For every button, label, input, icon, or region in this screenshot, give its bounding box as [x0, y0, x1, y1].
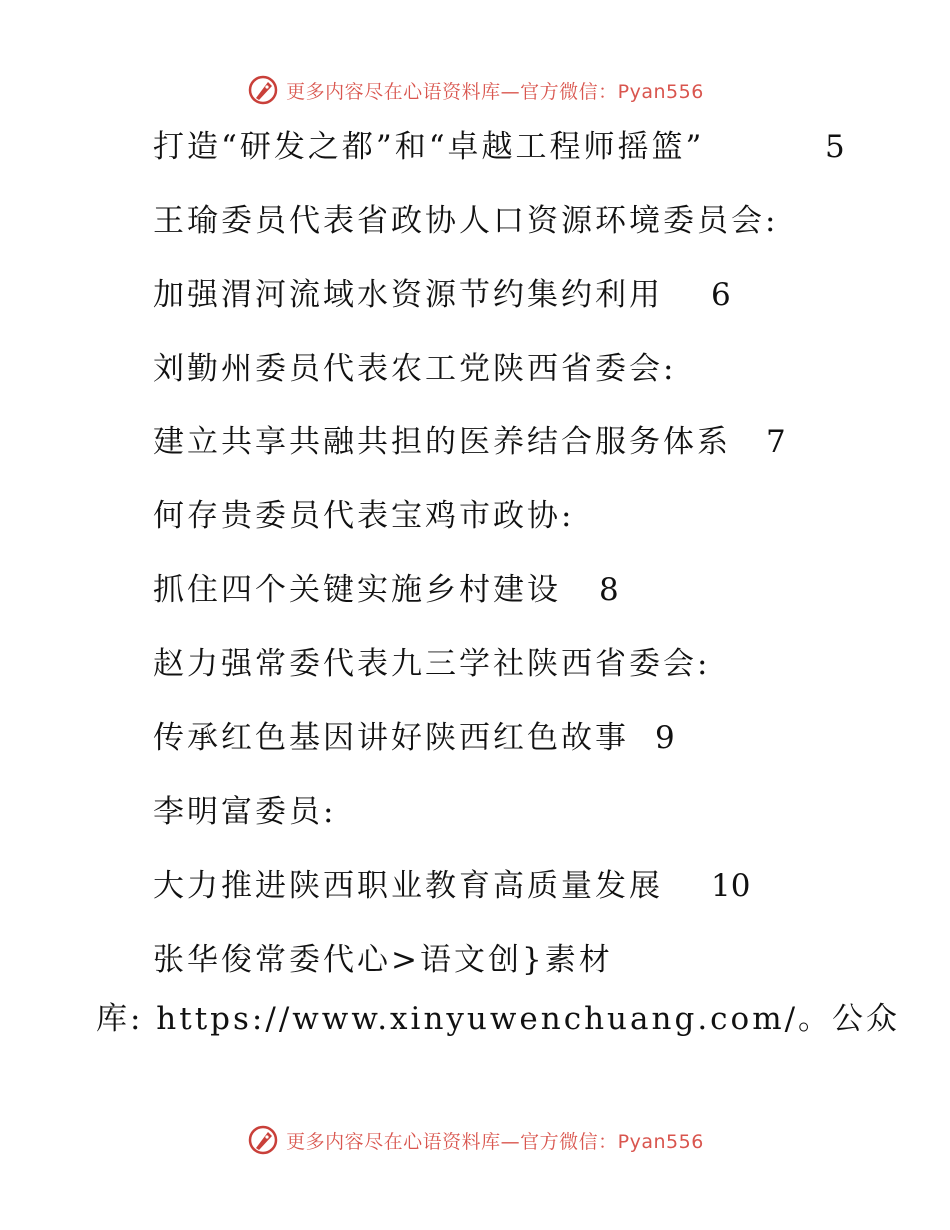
toc-entry-speaker	[153, 496, 574, 536]
toc-entry-link	[96, 999, 900, 1039]
toc-entry-title: 赵力强常委代表九三学社陕西省委会:	[153, 646, 711, 682]
toc-entry-speaker	[153, 792, 336, 832]
toc-entry	[153, 275, 731, 315]
watermark-text: 更多内容尽在心语资料库—官方微信：Pyan556	[286, 80, 704, 103]
toc-entry-title: 李明富委员:	[153, 794, 337, 830]
toc-entry-title: 抓住四个关键实施乡村建设	[153, 572, 561, 608]
watermark-header	[0, 72, 950, 108]
toc-entry	[153, 866, 751, 906]
toc-entry-title: 加强渭河流域水资源节约集约利用	[153, 277, 663, 313]
toc-entry-title: 何存贵委员代表宝鸡市政协:	[153, 498, 575, 534]
watermark-text: 更多内容尽在心语资料库—官方微信：Pyan556	[286, 1130, 704, 1153]
toc-entry-page: 9	[655, 720, 675, 756]
toc-entry-title: 建立共享共融共担的医养结合服务体系	[153, 424, 731, 460]
toc-entry-page: 5	[825, 129, 845, 165]
toc-entry-speaker	[153, 940, 613, 980]
pen-nib-icon	[246, 1123, 280, 1157]
toc-entry-page: 10	[711, 868, 751, 904]
toc-entry-speaker	[153, 644, 710, 684]
toc-entry	[153, 718, 675, 758]
toc-entry-page: 7	[766, 424, 786, 460]
toc-entry-title: 大力推进陕西职业教育高质量发展	[153, 868, 663, 904]
toc-entry-page: 8	[599, 572, 619, 608]
toc-entry-title: 传承红色基因讲好陕西红色故事	[153, 720, 629, 756]
toc-entry	[153, 570, 619, 610]
toc-entry-title: 王瑜委员代表省政协人口资源环境委员会:	[153, 203, 779, 239]
toc-entry-page: 6	[711, 277, 731, 313]
pen-nib-icon	[246, 73, 280, 107]
toc-entry-speaker	[153, 201, 778, 241]
watermark-footer	[0, 1122, 950, 1158]
toc-entry	[153, 422, 786, 462]
toc-entry	[153, 127, 845, 167]
toc-entry-title: 打造“研发之都”和“卓越工程师摇篮”	[153, 129, 705, 165]
toc-entry-title: 库: https://www.xinyuwenchuang.com/。公众	[96, 1001, 901, 1037]
toc-entry-title: 刘勤州委员代表农工党陕西省委会:	[153, 351, 677, 387]
toc-entry-title: 张华俊常委代心>语文创}素材	[153, 942, 613, 978]
toc-entry-speaker	[153, 349, 676, 389]
